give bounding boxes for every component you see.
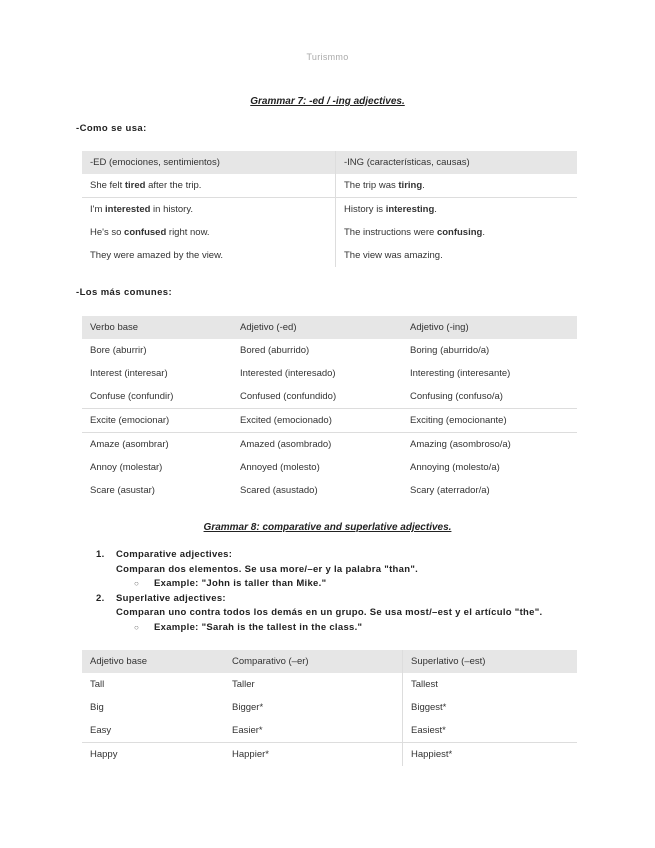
col-header: Superlativo (–est) bbox=[403, 650, 578, 673]
table-cell: Scary (aterrador/a) bbox=[410, 485, 490, 496]
bullet-icon: ○ bbox=[134, 579, 140, 588]
table-cell: Confuse (confundir) bbox=[90, 391, 174, 402]
table-row bbox=[82, 362, 577, 385]
table-row bbox=[82, 456, 577, 479]
usage-table bbox=[82, 151, 577, 267]
table-row: I'm interested in history. History is interesting. bbox=[82, 198, 577, 222]
table-cell: Bigger* bbox=[232, 702, 264, 713]
col-header: Verbo base bbox=[82, 316, 232, 339]
table-cell: Scare (asustar) bbox=[90, 485, 155, 496]
table-cell: Scared (asustado) bbox=[240, 485, 318, 496]
table-cell: Big bbox=[90, 702, 104, 713]
list-example: ○ Example: "Sarah is the tallest in the class." bbox=[96, 621, 543, 636]
table-cell: Happy bbox=[82, 743, 224, 767]
table-row: She felt tired after the trip. The trip was tiring. bbox=[82, 174, 577, 198]
adjective-rules-list bbox=[96, 548, 543, 635]
table-row bbox=[82, 743, 577, 767]
list-item-desc: Comparan dos elementos. Se usa more/–er y la palabra "than". bbox=[116, 563, 419, 575]
table-cell: Happiest* bbox=[403, 743, 578, 767]
table-cell: Interest (interesar) bbox=[90, 368, 168, 379]
table-cell: Annoying (molesto/a) bbox=[410, 462, 500, 473]
table-row bbox=[82, 479, 577, 502]
list-item: 1. Comparative adjectives: bbox=[96, 549, 233, 560]
table-row bbox=[82, 719, 577, 743]
list-item: 2. Superlative adjectives: bbox=[96, 592, 226, 604]
table-row bbox=[82, 673, 577, 696]
table-row bbox=[82, 339, 577, 362]
table-cell: Bored (aburrido) bbox=[240, 345, 310, 356]
bullet-icon: ○ bbox=[134, 622, 140, 632]
table-cell: Easier* bbox=[232, 725, 263, 736]
table-cell: Taller bbox=[232, 679, 255, 690]
list-example: ○ Example: "John is taller than Mike." bbox=[96, 577, 543, 592]
table-row: They were amazed by the view. The view was amazing. bbox=[82, 244, 577, 267]
table-cell: Amazing (asombroso/a) bbox=[402, 433, 577, 457]
table-cell: Easiest* bbox=[403, 719, 578, 743]
table-cell: Tallest bbox=[403, 673, 578, 696]
col-header: Adjetivo base bbox=[82, 650, 224, 673]
table-row bbox=[82, 696, 577, 719]
col-header: Adjetivo (-ed) bbox=[232, 316, 402, 339]
col-header: Adjetivo (-ing) bbox=[402, 316, 577, 339]
table-cell: Interested (interesado) bbox=[240, 368, 336, 379]
col-header: Comparativo (–er) bbox=[224, 650, 403, 673]
common-adjectives-table bbox=[82, 316, 577, 502]
table-cell: Exciting (emocionante) bbox=[402, 409, 577, 433]
comparative-table bbox=[82, 650, 577, 766]
table-cell: Easy bbox=[90, 725, 112, 736]
table-cell: Biggest* bbox=[403, 696, 578, 719]
list-item-desc: Comparan uno contra todos los demás en un grupo. Se usa most/–est y el artículo "the". bbox=[116, 607, 543, 618]
table-cell: Boring (aburrido/a) bbox=[410, 345, 490, 356]
page-header: Turismmo bbox=[306, 52, 349, 62]
table-row bbox=[82, 385, 577, 409]
table-cell: Excite (emocionar) bbox=[82, 409, 232, 433]
table-cell: Happier* bbox=[224, 743, 403, 767]
table-cell: Tall bbox=[90, 679, 105, 690]
table-row: He's so confused right now. The instructions were confusing. bbox=[82, 221, 577, 244]
grammar8-title: Grammar 8: comparative and superlative adjectives. bbox=[203, 522, 452, 533]
common-label: -Los más comunes: bbox=[76, 287, 173, 298]
usage-label: -Como se usa: bbox=[76, 123, 147, 134]
table-cell: Bore (aburrir) bbox=[90, 345, 147, 356]
col-header: -ING (características, causas) bbox=[336, 151, 578, 174]
table-cell: Amaze (asombrar) bbox=[82, 433, 232, 457]
table-row bbox=[82, 409, 577, 433]
table-cell: Excited (emocionado) bbox=[232, 409, 402, 433]
table-cell: Interesting (interesante) bbox=[410, 368, 511, 379]
table-cell: Confusing (confuso/a) bbox=[410, 391, 503, 402]
col-header: -ED (emociones, sentimientos) bbox=[82, 151, 336, 174]
table-cell: Amazed (asombrado) bbox=[232, 433, 402, 457]
grammar7-title: Grammar 7: -ed / -ing adjectives. bbox=[250, 96, 405, 107]
table-cell: Confused (confundido) bbox=[240, 391, 337, 402]
table-cell: Annoyed (molesto) bbox=[240, 462, 320, 473]
table-cell: Annoy (molestar) bbox=[90, 462, 163, 473]
table-row bbox=[82, 433, 577, 457]
